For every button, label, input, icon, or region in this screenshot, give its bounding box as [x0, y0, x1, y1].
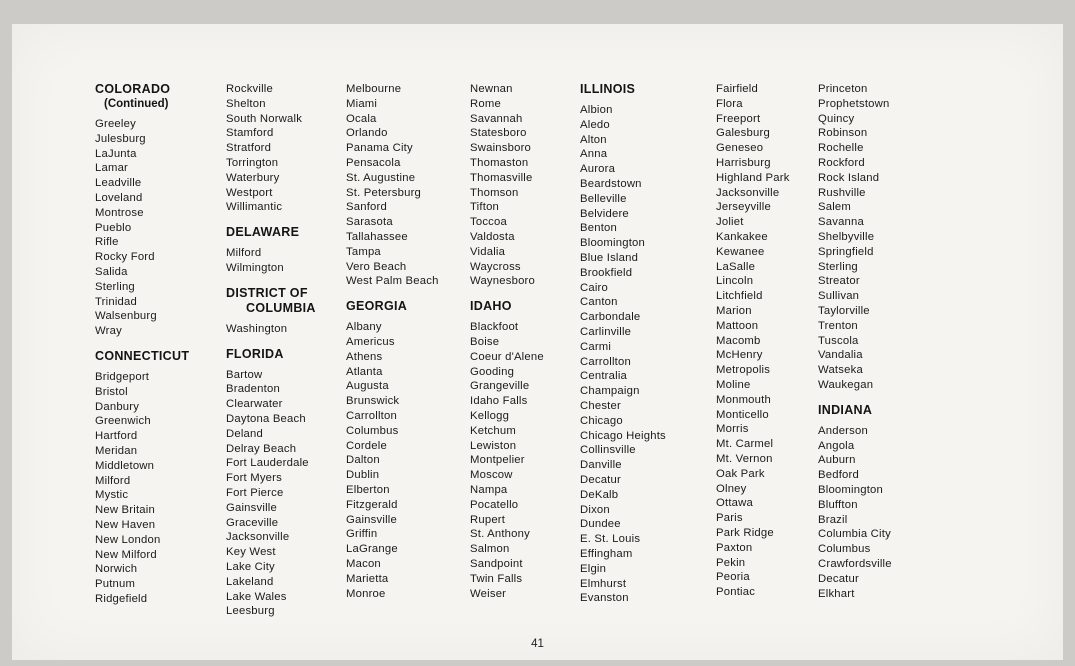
state-section — [226, 225, 346, 276]
city-item: Willimantic — [226, 201, 283, 214]
city-item: Columbia City — [818, 528, 891, 541]
city-item: LaJunta — [95, 147, 137, 160]
city-list — [470, 320, 580, 601]
city-item: E. St. Louis — [580, 533, 641, 546]
city-item: Oak Park — [716, 467, 765, 480]
state-section — [95, 349, 226, 607]
city-item: Vidalia — [470, 245, 506, 258]
city-item: Ottawa — [716, 497, 753, 510]
city-item: Montpelier — [470, 454, 525, 467]
city-item: Dublin — [346, 469, 380, 482]
city-item: Harrisburg — [716, 156, 771, 169]
city-item: South Norwalk — [226, 112, 303, 125]
city-item: Greenwich — [95, 415, 151, 428]
city-item: Canton — [580, 296, 618, 309]
city-list — [346, 320, 470, 601]
city-item: Sterling — [95, 280, 135, 293]
city-item: Collinsville — [580, 444, 636, 457]
city-item: Lamar — [95, 162, 129, 175]
city-item: Thomaston — [470, 156, 529, 169]
city-item: Gainsville — [346, 513, 397, 526]
city-item: Danville — [580, 459, 622, 472]
city-item: Loveland — [95, 191, 143, 204]
city-item: Champaign — [580, 385, 640, 398]
city-item: Athens — [346, 350, 383, 363]
city-item: Decatur — [818, 572, 859, 585]
city-item: Macomb — [716, 334, 761, 347]
city-item: Belvidere — [580, 207, 629, 220]
city-item: Elkhart — [818, 587, 855, 600]
city-item: Gainsville — [226, 501, 277, 514]
scanned-page — [12, 24, 1063, 660]
city-item: Pueblo — [95, 221, 132, 234]
city-item: Carbondale — [580, 311, 641, 324]
city-item: Springfield — [818, 245, 874, 258]
city-item: Danbury — [95, 400, 140, 413]
city-item: Boise — [470, 335, 500, 348]
city-item: Aurora — [580, 163, 616, 176]
column — [470, 82, 580, 601]
city-item: Chicago Heights — [580, 429, 666, 442]
city-item: Westport — [226, 186, 273, 199]
city-item: Galesburg — [716, 127, 770, 140]
state-section — [346, 82, 470, 289]
city-item: Fort Lauderdale — [226, 457, 309, 470]
city-item: Salem — [818, 201, 852, 214]
state-section — [95, 82, 226, 339]
state-heading: COLORADO — [95, 82, 171, 96]
city-item: St. Anthony — [470, 528, 530, 541]
state-heading-line2: COLUMBIA — [246, 300, 316, 315]
city-item: Rockford — [818, 156, 865, 169]
city-item: New Haven — [95, 518, 156, 531]
city-item: Effingham — [580, 547, 633, 560]
city-columns — [95, 82, 968, 619]
city-item: New London — [95, 533, 161, 546]
city-item: Tallahassee — [346, 230, 408, 243]
city-item: Weiser — [470, 587, 507, 600]
city-item: Deland — [226, 427, 263, 440]
city-item: Paxton — [716, 541, 753, 554]
state-section — [818, 82, 968, 393]
page-number: 41 — [531, 638, 544, 650]
city-item: Key West — [226, 546, 276, 559]
city-item: Belleville — [580, 192, 627, 205]
city-item: Columbus — [346, 424, 399, 437]
city-item: Tampa — [346, 245, 381, 258]
city-item: Jacksonville — [716, 186, 780, 199]
city-item: Park Ridge — [716, 526, 774, 539]
city-list — [580, 103, 716, 606]
city-item: Fort Pierce — [226, 486, 284, 499]
city-item: Quincy — [818, 112, 855, 125]
city-item: Rock Island — [818, 171, 880, 184]
city-list — [716, 82, 818, 600]
city-item: Angola — [818, 439, 855, 452]
city-item: Washington — [226, 322, 288, 335]
city-item: Pensacola — [346, 156, 401, 169]
city-item: Macon — [346, 557, 381, 570]
city-item: Elgin — [580, 562, 607, 575]
city-item: Anna — [580, 148, 608, 161]
city-item: Rocky Ford — [95, 251, 155, 264]
state-section — [818, 403, 968, 602]
city-item: Freeport — [716, 112, 761, 125]
city-list — [470, 82, 580, 289]
city-item: Rupert — [470, 513, 506, 526]
city-item: Twin Falls — [470, 572, 523, 585]
city-item: New Milford — [95, 548, 157, 561]
city-item: Nampa — [470, 483, 508, 496]
city-item: Wray — [95, 325, 122, 338]
city-item: Rochelle — [818, 142, 864, 155]
city-item: Meridan — [95, 444, 138, 457]
state-section — [716, 82, 818, 600]
city-item: Wilmington — [226, 261, 284, 274]
state-section — [226, 286, 346, 337]
city-item: Carrollton — [580, 355, 631, 368]
city-item: Idaho Falls — [470, 395, 528, 408]
city-item: Metropolis — [716, 364, 771, 377]
city-item: Dundee — [580, 518, 621, 531]
city-item: Walsenburg — [95, 310, 157, 323]
city-item: Marietta — [346, 572, 389, 585]
city-item: Bloomington — [818, 483, 884, 496]
city-item: Vandalia — [818, 349, 863, 362]
state-heading: DELAWARE — [226, 225, 300, 240]
city-list — [226, 82, 346, 215]
state-section — [580, 82, 716, 606]
city-item: Bradenton — [226, 383, 280, 396]
state-heading: CONNECTICUT — [95, 348, 190, 363]
state-heading: FLORIDA — [226, 346, 284, 361]
city-item: LaSalle — [716, 260, 756, 273]
city-item: Tifton — [470, 201, 500, 214]
city-item: Torrington — [226, 156, 279, 169]
city-item: Swainsboro — [470, 142, 532, 155]
city-item: Trinidad — [95, 295, 137, 308]
city-item: Rockville — [226, 83, 273, 95]
city-item: Gooding — [470, 365, 515, 378]
city-item: Auburn — [818, 454, 856, 467]
city-item: Monmouth — [716, 393, 771, 406]
city-item: Monticello — [716, 408, 769, 421]
city-item: Milford — [226, 247, 262, 260]
city-item: Coeur d'Alene — [470, 350, 544, 363]
city-item: Highland Park — [716, 171, 790, 184]
city-item: Sanford — [346, 201, 387, 214]
city-item: Augusta — [346, 380, 389, 393]
city-item: Bloomington — [580, 237, 646, 250]
city-item: Clearwater — [226, 398, 283, 411]
city-item: Orlando — [346, 127, 388, 140]
city-item: Leadville — [95, 177, 142, 190]
city-item: Tuscola — [818, 334, 859, 347]
city-item: Fort Myers — [226, 472, 282, 485]
column — [580, 82, 716, 606]
city-item: Cairo — [580, 281, 608, 294]
city-item: Marion — [716, 304, 752, 317]
city-item: Dalton — [346, 454, 380, 467]
city-item: Thomson — [470, 186, 519, 199]
city-item: Mystic — [95, 489, 129, 502]
city-item: Blue Island — [580, 251, 639, 264]
city-item: Centralia — [580, 370, 628, 383]
city-item: Julesburg — [95, 132, 146, 145]
city-item: Waycross — [470, 260, 521, 273]
city-item: Rushville — [818, 186, 866, 199]
column — [226, 82, 346, 619]
city-item: Atlanta — [346, 365, 383, 378]
city-item: Rome — [470, 97, 501, 110]
city-item: Trenton — [818, 319, 858, 332]
city-item: Mattoon — [716, 319, 759, 332]
state-subheading: (Continued) — [104, 98, 169, 110]
city-item: Thomasville — [470, 171, 533, 184]
city-item: Waukegan — [818, 378, 874, 391]
city-item: Fairfield — [716, 83, 758, 95]
state-section — [346, 299, 470, 601]
city-item: McHenry — [716, 349, 763, 362]
city-item: Sandpoint — [470, 557, 523, 570]
city-item: Evanston — [580, 592, 629, 605]
city-item: Waterbury — [226, 171, 280, 184]
city-item: Geneseo — [716, 142, 764, 155]
city-item: Savannah — [470, 112, 523, 125]
city-item: Kewanee — [716, 245, 765, 258]
city-item: Crawfordsville — [818, 557, 892, 570]
city-item: Pocatello — [470, 498, 519, 511]
city-item: Benton — [580, 222, 618, 235]
state-heading: IDAHO — [470, 299, 512, 314]
city-item: Mt. Carmel — [716, 438, 774, 451]
city-item: Greeley — [95, 118, 136, 130]
city-item: Sterling — [818, 260, 858, 273]
city-item: Melbourne — [346, 83, 402, 95]
city-item: Newnan — [470, 83, 513, 95]
city-item: Stratford — [226, 142, 272, 155]
city-item: Taylorville — [818, 304, 870, 317]
city-item: Peoria — [716, 571, 750, 584]
city-item: West Palm Beach — [346, 275, 439, 288]
city-item: Jerseyville — [716, 201, 771, 214]
city-item: Lewiston — [470, 439, 517, 452]
city-item: Elberton — [346, 483, 390, 496]
city-item: St. Augustine — [346, 171, 416, 184]
city-item: Beardstown — [580, 177, 642, 190]
city-item: Cordele — [346, 439, 387, 452]
state-heading: INDIANA — [818, 402, 873, 417]
city-list — [95, 117, 226, 339]
city-item: Jacksonville — [226, 531, 290, 544]
column — [346, 82, 470, 601]
state-section — [470, 299, 580, 601]
city-item: Litchfield — [716, 290, 763, 303]
city-item: Prophetstown — [818, 97, 890, 110]
city-item: Princeton — [818, 83, 868, 95]
state-heading: DISTRICT OF — [226, 285, 308, 300]
state-heading: ILLINOIS — [580, 82, 636, 96]
city-item: Grangeville — [470, 380, 530, 393]
city-item: Stamford — [226, 127, 274, 140]
city-item: Moline — [716, 378, 751, 391]
city-item: Pekin — [716, 556, 746, 569]
state-section — [470, 82, 580, 289]
city-item: Brazil — [818, 513, 848, 526]
city-item: Ocala — [346, 112, 377, 125]
city-item: Panama City — [346, 142, 413, 155]
city-item: Statesboro — [470, 127, 527, 140]
city-item: Valdosta — [470, 230, 515, 243]
city-item: Chester — [580, 399, 621, 412]
city-item: Waynesboro — [470, 275, 535, 288]
city-item: Savanna — [818, 216, 864, 229]
city-item: Hartford — [95, 430, 138, 443]
city-item: Miami — [346, 97, 378, 110]
state-section — [226, 347, 346, 620]
city-item: Graceville — [226, 516, 279, 529]
city-item: Ridgefield — [95, 592, 148, 605]
city-list — [818, 82, 968, 393]
city-item: Olney — [716, 482, 747, 495]
city-item: Morris — [716, 423, 749, 436]
city-item: Sarasota — [346, 216, 393, 229]
city-item: Griffin — [346, 528, 378, 541]
city-item: Anderson — [818, 424, 868, 437]
city-item: Salida — [95, 265, 128, 278]
city-item: Ketchum — [470, 424, 516, 437]
city-item: Kankakee — [716, 230, 768, 243]
city-item: Lakeland — [226, 575, 274, 588]
city-item: Dixon — [580, 503, 610, 516]
city-item: Joliet — [716, 216, 744, 229]
city-list — [226, 368, 346, 620]
city-item: Putnum — [95, 578, 136, 591]
city-item: Norwich — [95, 563, 138, 576]
city-item: Monroe — [346, 587, 386, 600]
city-item: St. Petersburg — [346, 186, 422, 199]
column — [716, 82, 818, 600]
column — [95, 82, 226, 607]
city-item: Rifle — [95, 236, 119, 249]
state-section — [226, 82, 346, 215]
city-item: Decatur — [580, 473, 621, 486]
city-item: Blackfoot — [470, 321, 519, 334]
city-item: Flora — [716, 97, 743, 110]
city-item: Brookfield — [580, 266, 633, 279]
city-item: Fitzgerald — [346, 498, 398, 511]
city-item: Kellogg — [470, 409, 510, 422]
city-item: Shelton — [226, 97, 266, 110]
city-item: Sullivan — [818, 290, 860, 303]
city-item: Carmi — [580, 340, 612, 353]
city-item: Aledo — [580, 118, 610, 131]
city-list — [95, 370, 226, 607]
city-item: Lincoln — [716, 275, 754, 288]
city-item: LaGrange — [346, 543, 398, 556]
city-item: Bartow — [226, 368, 263, 381]
city-item: Mt. Vernon — [716, 452, 773, 465]
city-item: Columbus — [818, 543, 871, 556]
city-item: Alton — [580, 133, 607, 146]
city-item: Leesburg — [226, 605, 275, 618]
city-item: Carlinville — [580, 325, 632, 338]
city-item: Lake Wales — [226, 590, 287, 603]
city-item: Bristol — [95, 385, 128, 398]
city-item: Moscow — [470, 469, 513, 482]
city-item: Bedford — [818, 469, 859, 482]
city-item: Shelbyville — [818, 230, 875, 243]
city-item: Robinson — [818, 127, 868, 140]
city-item: Chicago — [580, 414, 623, 427]
city-item: Albany — [346, 321, 382, 334]
city-item: Albion — [580, 104, 613, 116]
city-list — [346, 82, 470, 289]
city-item: Montrose — [95, 206, 144, 219]
city-item: Milford — [95, 474, 131, 487]
city-item: Watseka — [818, 364, 863, 377]
column — [818, 82, 968, 601]
city-item: Bridgeport — [95, 370, 150, 383]
city-item: Pontiac — [716, 586, 756, 599]
city-item: Bluffton — [818, 498, 858, 511]
city-item: Americus — [346, 335, 395, 348]
city-list — [226, 246, 346, 276]
city-list — [818, 424, 968, 602]
city-item: Brunswick — [346, 395, 400, 408]
city-list — [226, 322, 346, 337]
state-heading: GEORGIA — [346, 299, 408, 314]
city-item: DeKalb — [580, 488, 619, 501]
city-item: Lake City — [226, 560, 275, 573]
city-item: New Britain — [95, 504, 155, 517]
city-item: Delray Beach — [226, 442, 297, 455]
city-item: Vero Beach — [346, 260, 407, 273]
city-item: Daytona Beach — [226, 412, 306, 425]
city-item: Elmhurst — [580, 577, 627, 590]
city-item: Carrollton — [346, 409, 397, 422]
city-item: Streator — [818, 275, 860, 288]
city-item: Salmon — [470, 543, 510, 556]
city-item: Middletown — [95, 459, 155, 472]
city-item: Paris — [716, 512, 743, 525]
city-item: Toccoa — [470, 216, 507, 229]
